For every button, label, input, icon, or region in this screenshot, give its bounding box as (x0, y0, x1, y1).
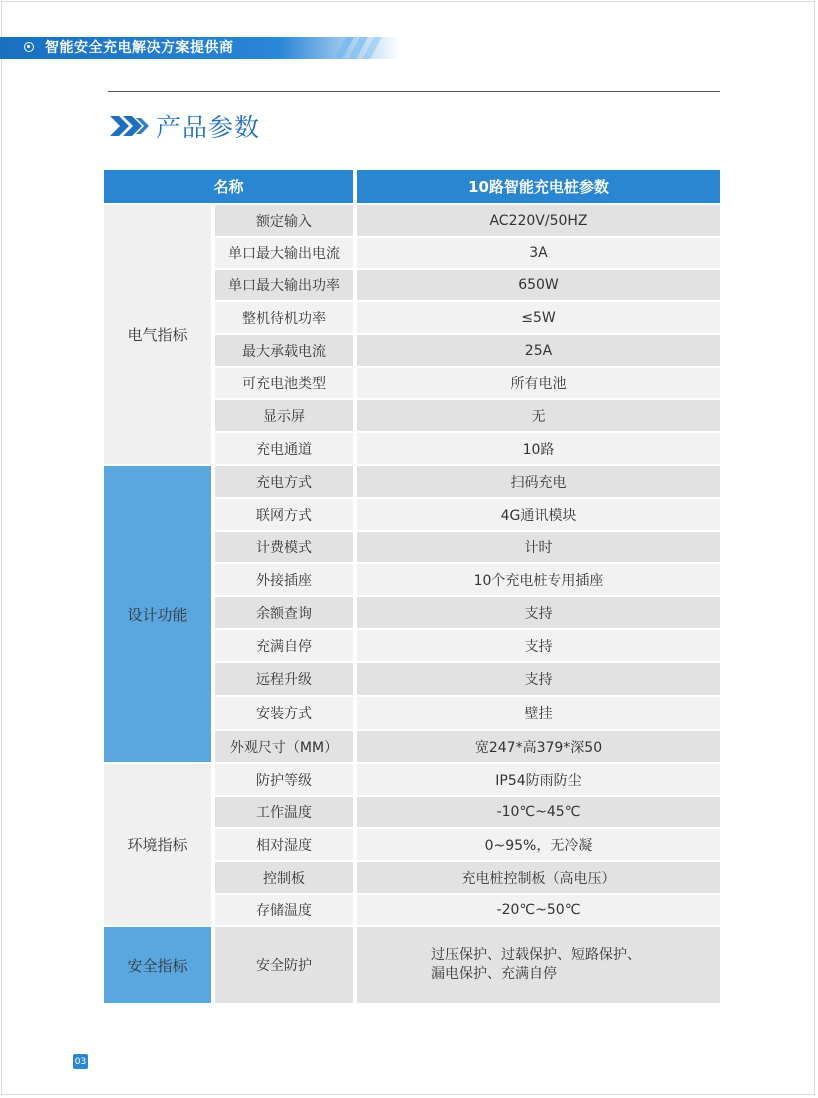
param-name: 可充电池类型 (215, 368, 353, 398)
param-name: 联网方式 (215, 499, 353, 530)
param-value: 支持 (357, 630, 720, 661)
param-value: 支持 (357, 663, 720, 695)
param-value: 3A (357, 238, 720, 268)
param-value: 4G通讯模块 (357, 499, 720, 530)
param-value: 0~95%，无冷凝 (357, 829, 720, 860)
param-name: 单口最大输出功率 (215, 270, 353, 300)
section-heading (110, 108, 260, 144)
param-value-line: 过压保护、过载保护、短路保护、 (431, 947, 641, 963)
param-name: 相对湿度 (215, 829, 353, 860)
param-name: 显示屏 (215, 400, 353, 431)
param-name: 工作温度 (215, 797, 353, 827)
param-value (357, 927, 720, 1003)
category-cell: 环境指标 (104, 764, 211, 925)
param-name: 安装方式 (215, 697, 353, 729)
param-value: 充电桩控制板（高电压） (357, 862, 720, 893)
header-name: 名称 (104, 170, 353, 203)
category-cell: 电气指标 (104, 205, 211, 464)
param-name: 整机待机功率 (215, 302, 353, 333)
banner-text: 智能安全充电解决方案提供商 (45, 40, 234, 56)
param-name: 外观尺寸（MM） (215, 731, 353, 762)
category-cell: 安全指标 (104, 927, 211, 1003)
header-value: 10路智能充电桩参数 (357, 170, 720, 203)
param-name: 充电方式 (215, 466, 353, 497)
param-name: 安全防护 (215, 927, 353, 1003)
param-value-line: 漏电保护、充满自停 (431, 966, 557, 982)
param-value: 650W (357, 270, 720, 300)
param-value: 宽247*高379*深50 (357, 731, 720, 762)
param-value: -20℃~50℃ (357, 895, 720, 925)
param-name: 最大承载电流 (215, 335, 353, 366)
param-value: 25A (357, 335, 720, 366)
param-value: AC220V/50HZ (357, 205, 720, 236)
param-name: 单口最大输出电流 (215, 238, 353, 268)
param-name: 额定输入 (215, 205, 353, 236)
param-value: 所有电池 (357, 368, 720, 398)
param-value: 计时 (357, 532, 720, 562)
param-name: 外接插座 (215, 564, 353, 595)
param-name: 计费模式 (215, 532, 353, 562)
param-value: 10路 (357, 433, 720, 464)
param-value: 10个充电桩专用插座 (357, 564, 720, 595)
param-value: -10℃~45℃ (357, 797, 720, 827)
section-title: 产品参数 (156, 113, 261, 142)
page-number: 03 (73, 1054, 88, 1069)
param-value: 无 (357, 400, 720, 431)
param-value: ≤5W (357, 302, 720, 333)
param-name: 远程升级 (215, 663, 353, 695)
header-rule (108, 91, 720, 92)
param-name: 防护等级 (215, 764, 353, 795)
category-cell: 设计功能 (104, 466, 211, 762)
top-banner (0, 37, 400, 59)
param-name: 充满自停 (215, 630, 353, 661)
double-chevron-icon (110, 114, 150, 138)
param-name: 余额查询 (215, 597, 353, 628)
param-value: IP54防雨防尘 (357, 764, 720, 795)
param-name: 控制板 (215, 862, 353, 893)
param-name: 充电通道 (215, 433, 353, 464)
param-value: 扫码充电 (357, 466, 720, 497)
bullet-icon (24, 42, 34, 52)
param-name: 存储温度 (215, 895, 353, 925)
param-value: 壁挂 (357, 697, 720, 729)
param-value: 支持 (357, 597, 720, 628)
